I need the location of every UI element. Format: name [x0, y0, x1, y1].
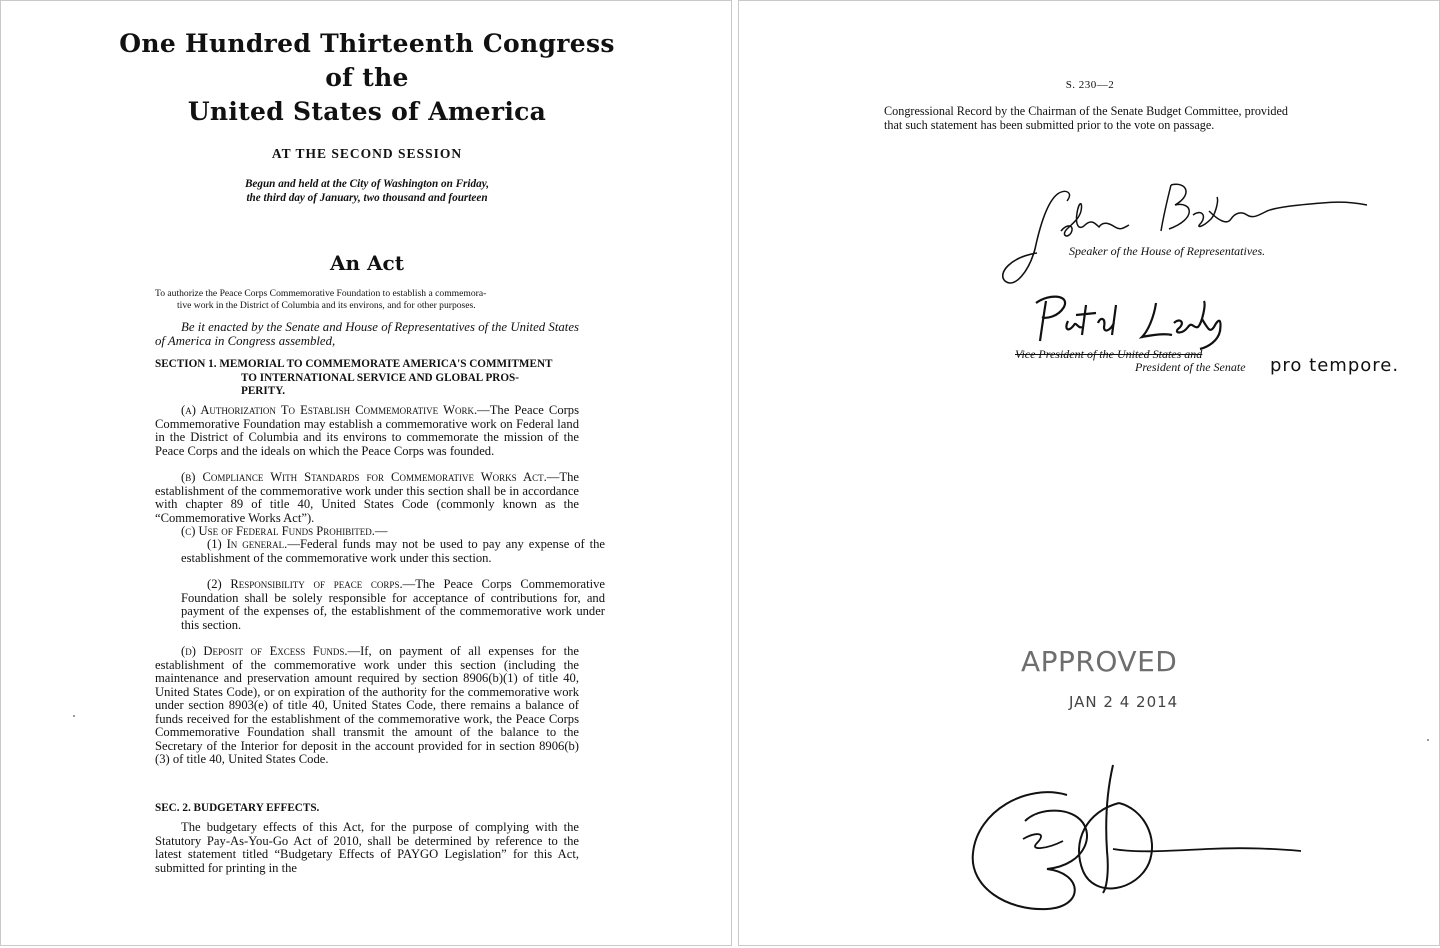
presidential-signature	[967, 761, 1307, 921]
approved-date: JAN 2 4 2014	[1069, 693, 1179, 711]
section-1-heading-line-1: SECTION 1. MEMORIAL TO COMMEMORATE AMERICA'S COMMITMENT	[155, 358, 553, 370]
subsection-b-text: The establishment of the commemorative work under this section shall be in accordance with chapter 89 of title 40, United States Code (commonly known as the “Commemorative Works Act”).	[155, 470, 579, 525]
subsection-c2	[155, 578, 605, 632]
vice-president-label-struck: Vice President of the United States and	[1015, 347, 1203, 361]
section-2-heading: SEC. 2. BUDGETARY EFFECTS.	[155, 802, 320, 814]
begun-statement	[1, 177, 732, 205]
subsection-d-label: (d) Deposit of Excess Funds.—	[181, 644, 361, 658]
congress-heading-line-1: One Hundred Thirteenth Congress	[119, 29, 615, 58]
scan-speck	[73, 715, 75, 717]
purpose-line-1: To authorize the Peace Corps Commemorative Foundation to establish a commemora-	[155, 288, 487, 299]
subsection-d	[155, 645, 579, 767]
section-2-text: The budgetary effects of this Act, for the purpose of complying with the Statutory Pay-As-You-Go Act of 2010, shall be determined by reference to the latest statement titled “Budgetary Effects of PAYGO Legislation” for this Act, submitted for printing in the	[155, 820, 579, 875]
enacting-clause: Be it enacted by the Senate and House of Representatives of the United States of America in Congress assembled,	[155, 320, 579, 348]
page-number: S. 230—2	[1065, 79, 1115, 91]
continuation-text: Congressional Record by the Chairman of the Senate Budget Committee, provided that such statement has been submitted prior to the vote on passage.	[884, 104, 1288, 132]
subsection-c-label: (c) Use of Federal Funds Prohibited.—	[181, 524, 388, 538]
subsection-d-text: If, on payment of all expenses for the establishment of the commemorative work under this section (including the maintenance and preservation amount required by section 8906(b)(1) of title 40, United States Code), or on expiration of the authority for the commemorative work under section 8903(e) of title 40, United States Code, there remains a balance of funds received for the establishment of the commemorative work, the Peace Corps Commemorative Foundation shall transmit the amount of the balance to the Secretary of the Interior for deposit in the account provided for in section 8906(b)(3) of title 40, United States Code.	[155, 644, 579, 766]
act-purpose	[155, 288, 579, 312]
section-1-heading-line-2: TO INTERNATIONAL SERVICE AND GLOBAL PROS-	[241, 371, 520, 384]
section-1-heading	[155, 358, 579, 399]
scan-speck	[1427, 739, 1429, 741]
president-of-senate-label: President of the Senate	[1135, 360, 1246, 374]
pro-tempore-handwritten: pro tempore.	[1270, 355, 1400, 376]
subsection-a-label: (a) Authorization To Establish Commemorative Work.—	[181, 403, 490, 417]
begun-line-2: the third day of January, two thousand and fourteen	[246, 192, 488, 204]
speaker-label: Speaker of the House of Representatives.	[1069, 244, 1266, 258]
act-title: An Act	[330, 251, 404, 275]
subsection-c2-label: (2) Responsibility of peace corps.—	[207, 577, 416, 591]
subsection-a-text: The Peace Corps Commemorative Foundation may establish a commemorative work on Federal land in the District of Columbia and its environs to commemorate the mission of the Peace Corps and the ideals on which the Peace Corps was founded.	[155, 403, 580, 458]
speaker-signature	[997, 171, 1377, 301]
congress-heading-line-3: United States of America	[187, 97, 547, 126]
subsection-a	[155, 404, 579, 458]
section-1-heading-line-3: PERITY.	[241, 385, 286, 397]
begun-line-1: Begun and held at the City of Washington on Friday,	[244, 178, 490, 190]
session-heading: AT THE SECOND SESSION	[271, 146, 463, 161]
subsection-c1-label: (1) In general.—	[207, 537, 300, 551]
approved-stamp: APPROVED	[1021, 645, 1178, 678]
bill-page-right	[738, 0, 1440, 946]
congress-heading-line-2: of the	[325, 63, 409, 92]
subsection-c2-text: The Peace Corps Commemorative Foundation shall be solely responsible for acceptance of contributions for, and payment of the expenses of, the establishment of the commemorative work under this section.	[181, 577, 605, 632]
subsection-c1-text: Federal funds may not be used to pay any expense of the establishment of the commemorative work under this section.	[181, 537, 605, 565]
subsection-b	[155, 471, 579, 525]
purpose-line-2: tive work in the District of Columbia and its environs, and for other purposes.	[177, 300, 476, 311]
subsection-b-label: (b) Compliance With Standards for Commemorative Works Act.—	[181, 470, 560, 484]
subsection-c1	[155, 538, 605, 565]
